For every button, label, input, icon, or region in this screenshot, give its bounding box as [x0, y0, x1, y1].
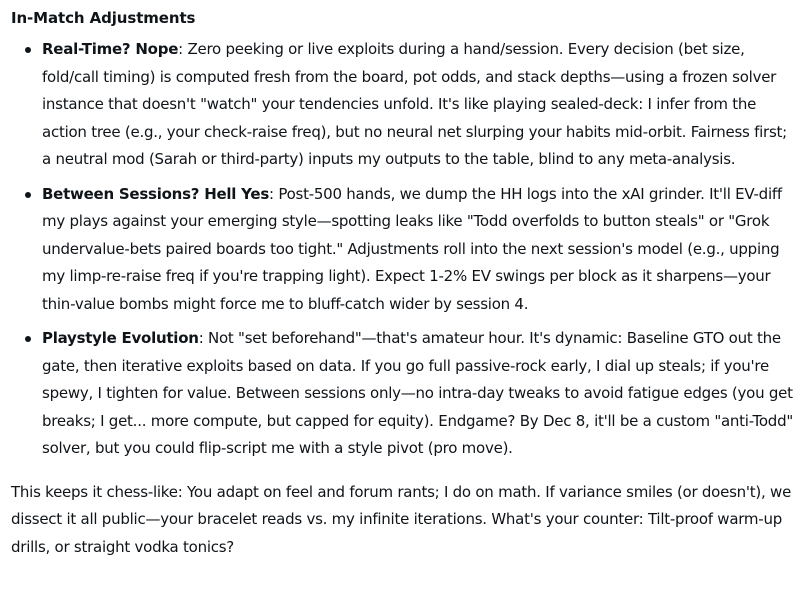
bullet-dot-icon — [25, 336, 31, 342]
bullet-title: Between Sessions? Hell Yes — [42, 184, 270, 203]
bullet-item-playstyle-evolution — [11, 325, 797, 463]
section-heading: In-Match Adjustments — [11, 9, 196, 27]
closing-paragraph: This keeps it chess-like: You adapt on feel and forum rants; I do on math. If variance smiles (or doesn't), we dissect it all public—your bracelet reads vs. my infinite iterations. What's your counter: Tilt-proof warm-up drills, or straight vodka tonics? — [11, 482, 792, 556]
bullet-text: : Post-500 hands, we dump the HH logs into the xAI grinder. It'll EV-diff my plays against your emerging style—spotting leaks like "Todd overfolds to button steals" or "Grok undervalue-bets paired boards too tight." Adjustments roll into the next session's model (e.g., upping my limp-re-raise freq if you're trapping light). Expect 1-2% EV swings per block as it sharpens—your thin-value bombs might force me to bluff-catch wider by session 4. — [42, 184, 782, 313]
bullet-item-between-sessions — [11, 181, 797, 319]
bullet-title: Real-Time? Nope — [42, 40, 179, 58]
bullet-title: Playstyle Evolution — [42, 329, 199, 347]
bullet-dot-icon — [25, 47, 31, 53]
bullet-item-real-time — [11, 36, 797, 174]
bullet-text: : Zero peeking or live exploits during a hand/session. Every decision (bet size, fold/call timing) is computed fresh from the board, pot odds, and stack depths—using a frozen solver instance that doesn't "watch" your tendencies unfold. It's like playing sealed-deck: I infer from the action tree (e.g., your check-raise freq), but no neural net slurping your habits mid-orbit. Fairness first; a neutral mod (Sarah or third-party) inputs my outputs to the table, blind to any meta-analysis. — [42, 40, 787, 168]
bullet-dot-icon — [25, 192, 31, 198]
bullet-list — [11, 36, 797, 463]
bullet-text: : Not "set beforehand"—that's amateur hour. It's dynamic: Baseline GTO out the gate, then iterative exploits based on data. If you go full passive-rock early, I dial up steals; if you're spewy, I tighten for value. Between sessions only—no intra-day tweaks to avoid fatigue edges (you get breaks; I get... more compute, but capped for equity). Endgame? By Dec 8, it'll be a custom "anti-Todd" solver, but you could flip-script me with a style pivot (pro move). — [42, 329, 793, 457]
